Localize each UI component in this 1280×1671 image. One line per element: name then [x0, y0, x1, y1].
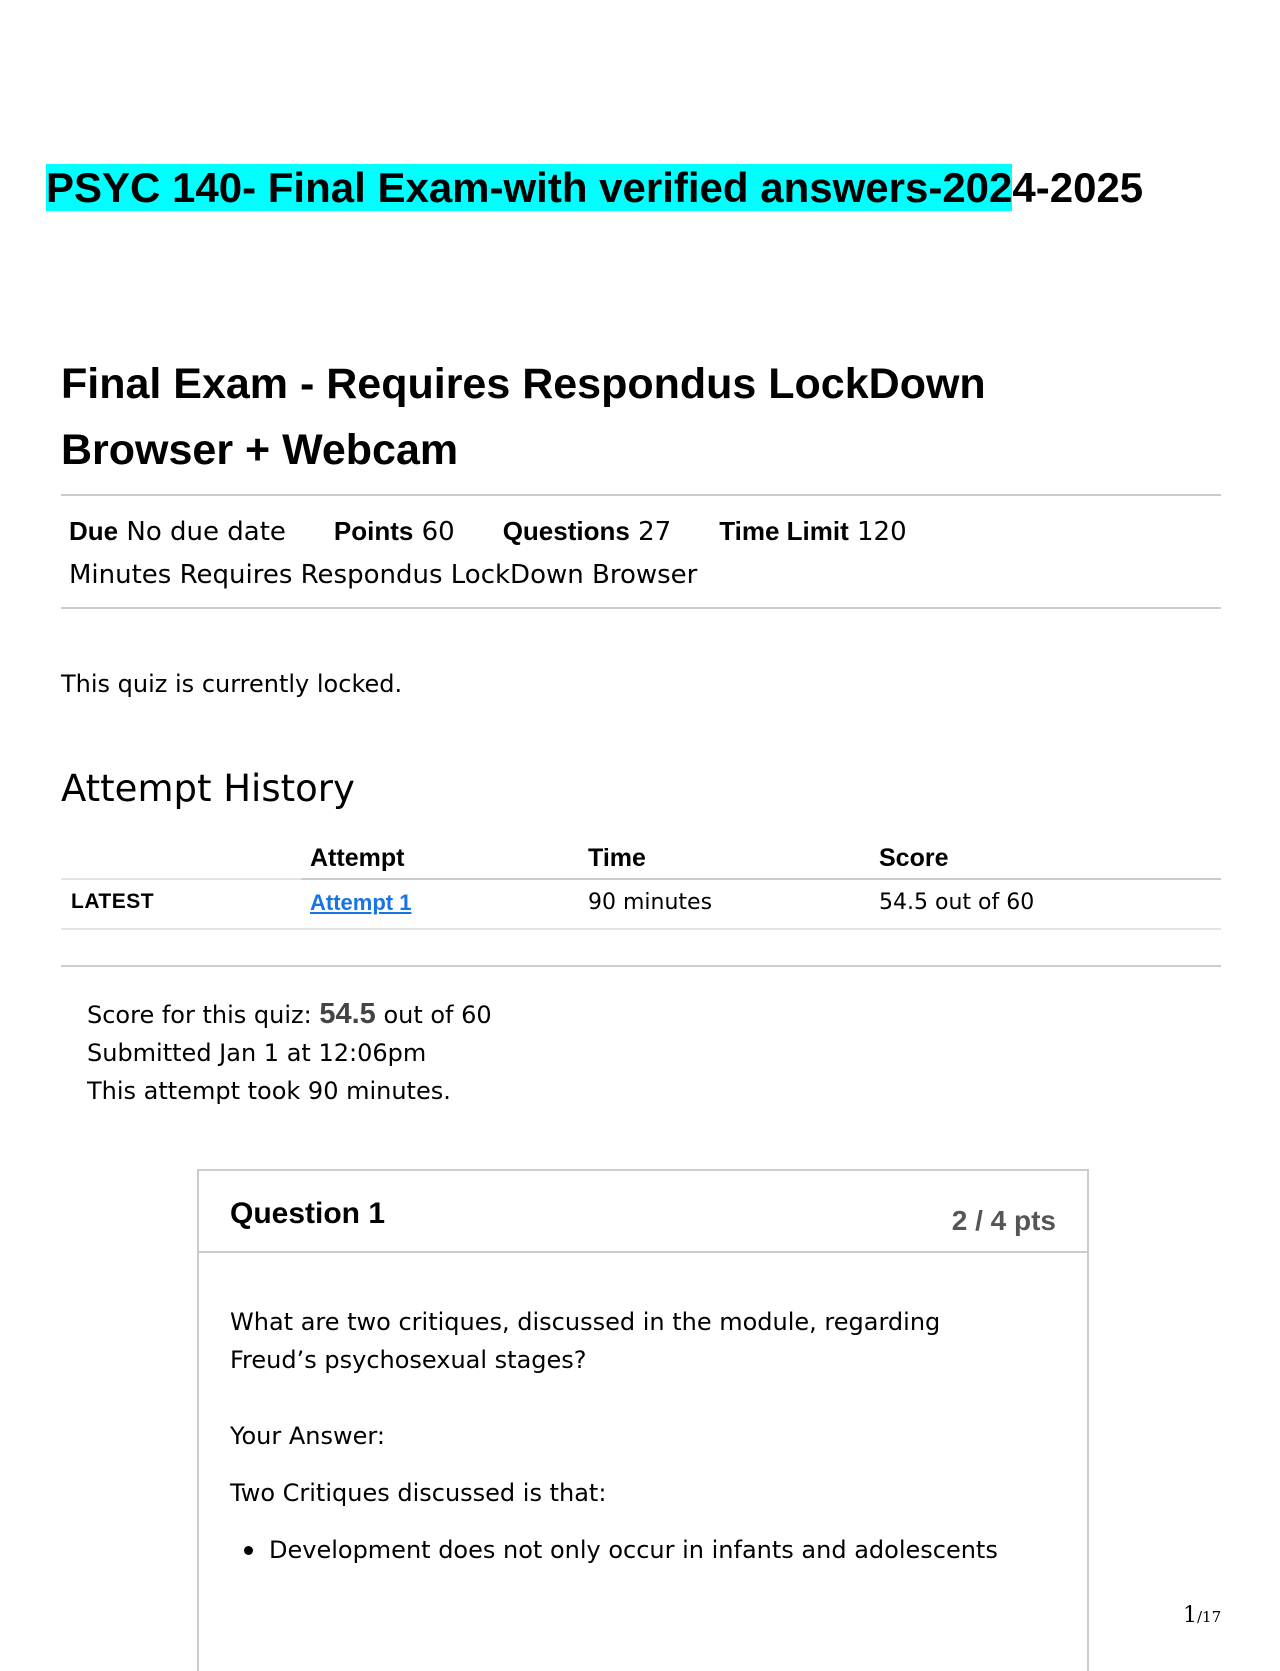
- question-title: Question 1: [230, 1197, 386, 1230]
- attempt-history-heading: Attempt History: [61, 767, 355, 810]
- attempt-time: 90 minutes: [588, 890, 713, 915]
- attempt-score: 54.5 out of 60: [879, 890, 1035, 915]
- questions-value: 27: [638, 517, 672, 547]
- score-summary: [87, 995, 507, 1110]
- time-limit-label: Time Limit: [719, 516, 849, 546]
- quiz-meta: [69, 510, 1069, 597]
- question-points: 2 / 4 pts: [951, 1205, 1056, 1236]
- list-item: [230, 1531, 1030, 1569]
- document-title: [46, 162, 1156, 213]
- quiz-meta-top-divider: [61, 494, 1221, 496]
- quiz-status-text: This quiz is currently locked.: [61, 670, 403, 698]
- quiz-meta-bottom-divider: [61, 607, 1221, 609]
- answer-label: Your Answer:: [230, 1422, 385, 1450]
- page-number: [1183, 1603, 1221, 1628]
- time-limit-rest: Minutes Requires Respondus LockDown Browser: [69, 560, 698, 590]
- due-label: Due: [69, 516, 119, 546]
- column-header-time: Time: [588, 844, 646, 872]
- document-title-rest: 4-2025: [1012, 164, 1144, 211]
- answer-intro: Two Critiques discussed is that:: [230, 1479, 607, 1507]
- attempt-history-table: [61, 840, 1221, 930]
- latest-badge: LATEST: [71, 890, 155, 913]
- page-total: /17: [1197, 1608, 1222, 1626]
- attempt-1-link[interactable]: Attempt 1: [310, 890, 412, 915]
- question-text: What are two critiques, discussed in the module, regarding Freud’s psychosexual stages?: [230, 1308, 941, 1374]
- attempt-table-header: [61, 840, 1221, 878]
- page-current: 1: [1183, 1603, 1197, 1628]
- score-value: 54.5: [319, 998, 376, 1030]
- answer-list: [230, 1531, 1030, 1569]
- points-label: Points: [333, 516, 414, 546]
- score-suffix: out of 60 Submitted Jan 1 at 12:06pm: [87, 1001, 492, 1067]
- bullet-icon: [244, 1546, 253, 1555]
- column-header-attempt: Attempt: [310, 844, 405, 872]
- table-row: [61, 878, 1221, 930]
- question-body: [230, 1303, 1030, 1569]
- score-prefix: Score for this quiz:: [87, 1001, 312, 1029]
- attempt-duration: This attempt took 90 minutes.: [87, 1077, 451, 1105]
- document-title-highlighted: PSYC 140- Final Exam-with verified answers-202: [46, 164, 1013, 211]
- time-limit-value: 120: [857, 517, 907, 547]
- questions-label: Questions: [502, 516, 630, 546]
- quiz-title: Final Exam - Requires Respondus LockDown Browser + Webcam: [61, 360, 986, 474]
- due-value: No due date: [126, 517, 286, 547]
- answer-item-text: Development does not only occur in infants and adolescents: [269, 1536, 998, 1564]
- question-card: [197, 1169, 1089, 1671]
- points-value: 60: [421, 517, 455, 547]
- column-header-score: Score: [879, 844, 949, 872]
- attempt-history-bottom-divider: [61, 965, 1221, 967]
- question-header: [199, 1171, 1087, 1253]
